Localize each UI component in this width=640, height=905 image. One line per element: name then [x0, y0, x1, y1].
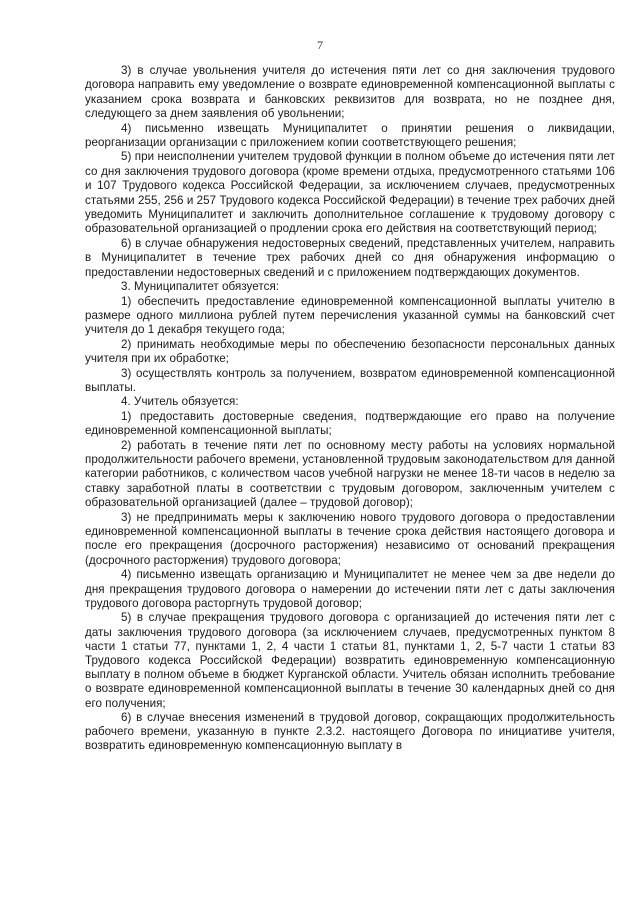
page-number: 7	[317, 38, 323, 52]
document-body	[85, 64, 615, 753]
paragraph-teacher-duty-4: 4) письменно извещать организацию и Муниципалитет не менее чем за две недели до дня прекращения трудового договора о намерении до истечении пяти лет с даты заключения трудового договора расторгнуть трудовой договор;	[85, 568, 615, 611]
paragraph-teacher-duty-3: 3) не предпринимать меры к заключению нового трудового договора о предоставлении единовременной компенсационной выплаты в течение срока действия настоящего договора и после его прекращения (досрочного расторжения) независимо от оснований прекращения (досрочного расторжения) трудового договора;	[85, 510, 615, 567]
paragraph-school-duty-6: 6) в случае обнаружения недостоверных сведений, представленных учителем, направить в Муниципалитет в течение трех рабочих дней со дня обнаружения информацию о предоставлении недостоверных сведений и с приложением подтверждающих документов.	[85, 236, 615, 279]
section-heading-municipality: 3. Муниципалитет обязуется:	[121, 280, 280, 294]
paragraph-teacher-duty-1: 1) предоставить достоверные сведения, подтверждающие его право на получение единовременной компенсационной выплаты;	[85, 409, 615, 438]
paragraph-school-duty-5: 5) при неисполнении учителем трудовой функции в полном объеме до истечения пяти лет со дня заключения трудового договора (кроме времени отдыха, предусмотренного статьями 106 и 107 Трудового кодекса Российской Федерации, за исключением случаев, предусмотренных статьями 255, 256 и 257 Трудового кодекса Российской Федерации) в течение трех рабочих дней уведомить Муниципалитет и заключить дополнительное соглашение к трудовому договору с образовательной организацией о продлении срока его действия на соответствующий период;	[85, 150, 615, 236]
paragraph-municipality-duty-1: 1) обеспечить предоставление единовременной компенсационной выплаты учителю в размере одного миллиона рублей путем перечисления указанной суммы на банковский счет учителя до 1 декабря текущего года;	[85, 294, 615, 337]
paragraph-teacher-duty-2: 2) работать в течение пяти лет по основному месту работы на условиях нормальной продолжительности рабочего времени, установленной трудовым законодательством для данной категории работников, с количеством часов учебной нагрузки не менее 18-ти часов в неделю за ставку заработной платы в соответствии с трудовым договором, заключенным учителем с образовательной организацией (далее – трудовой договор);	[85, 438, 615, 510]
paragraph-municipality-duty-3: 3) осуществлять контроль за получением, возвратом единовременной компенсационной выплаты.	[85, 366, 615, 394]
paragraph-municipality-duty-2: 2) принимать необходимые меры по обеспечению безопасности персональных данных учителя при их обработке;	[85, 337, 615, 366]
paragraph-teacher-duty-6: 6) в случае внесения изменений в трудовой договор, сокращающих продолжительность рабочего времени, указанную в пункте 2.3.2. настоящего Договора по инициативе учителя, возвратить единовременную компенсационную выплату в	[85, 710, 615, 753]
section-heading-teacher: 4. Учитель обязуется:	[121, 395, 239, 409]
paragraph-school-duty-3: 3) в случае увольнения учителя до истечения пяти лет со дня заключения трудового договора направить ему уведомление о возврате единовременной компенсационной выплаты с указанием срока возврата и банковских реквизитов для возврата, но не позднее дня, следующего за днем заявления об увольнении;	[85, 64, 615, 121]
paragraph-teacher-duty-5: 5) в случае прекращения трудового договора с организацией до истечения пяти лет с даты заключения трудового договора (за исключением случаев, предусмотренных пунктом 8 части 1 статьи 77, пунктами 1, 2, 4 части 1 статьи 81, пунктами 1, 2, 5-7 части 1 статьи 83 Трудового кодекса Российской Федерации) возвратить единовременную компенсационную выплату в полном объеме в бюджет Курганской области. Учитель обязан исполнить требование о возврате единовременной компенсационной выплаты в течение 30 календарных дней со дня его получения;	[85, 611, 615, 710]
paragraph-school-duty-4: 4) письменно извещать Муниципалитет о принятии решения о ликвидации, реорганизации организации с приложением копии соответствующего решения;	[85, 121, 615, 150]
